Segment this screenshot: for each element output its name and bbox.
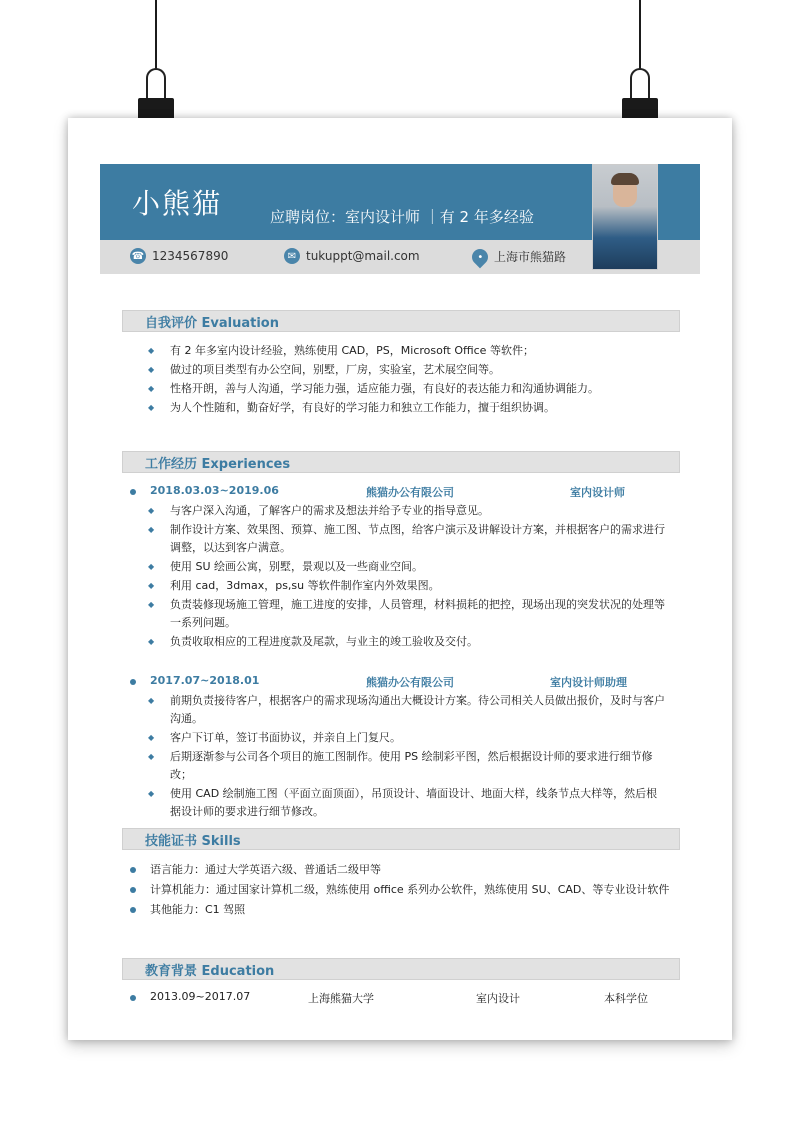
list-item: ◆ 后期逐渐参与公司各个项目的施工图制作。使用 PS 绘制彩平图，然后根据设计师的要求进行细节修改；: [148, 748, 668, 784]
phone-text: 1234567890: [152, 249, 229, 263]
list-item: ◆ 使用 CAD 绘制施工图（平面立面顶面），吊顶设计、墙面设计、地面大样，线条节点大样等，然后根据设计师的要求进行细节修改。: [148, 785, 668, 821]
edu-degree: 本科学位: [604, 992, 648, 1005]
list-item: ◆ 性格开朗，善与人沟通，学习能力强，适应能力强，有良好的表达能力和沟通协调能力。: [148, 380, 688, 398]
profile-photo: [592, 164, 658, 270]
hanger-line-left: [155, 0, 157, 70]
job-2-duties: [148, 692, 668, 822]
location-pin-icon: •: [469, 245, 492, 268]
list-item: ◆ 负责装修现场施工管理，施工进度的安排，人员管理，材料损耗的把控，现场出现的突发状况的处理等一系列问题。: [148, 596, 668, 632]
job-period: 2017.07~2018.01: [150, 674, 260, 687]
job-header-1: [130, 484, 690, 500]
skills-list: [130, 860, 690, 920]
phone-icon: ☎: [130, 248, 146, 264]
job-role: 室内设计师助理: [550, 676, 627, 689]
list-item: ◆ 做过的项目类型有办公空间，别墅，厂房，实验室，艺术展空间等。: [148, 361, 688, 379]
section-title-evaluation: 自我评价 Evaluation: [145, 316, 279, 331]
position-line: 应聘岗位：室内设计师 ｜有 2 年多经验: [270, 208, 534, 226]
section-title-skills: 技能证书 Skills: [145, 834, 241, 849]
section-bar-evaluation: [122, 310, 680, 332]
list-item: ◆ 有 2 年多室内设计经验，熟练使用 CAD，PS，Microsoft Office 等软件；: [148, 342, 688, 360]
job-period: 2018.03.03~2019.06: [150, 484, 279, 497]
list-item: ◆ 利用 cad，3dmax，ps,su 等软件制作室内外效果图。: [148, 577, 668, 595]
list-item: 语言能力：通过大学英语六级、普通话二级甲等: [130, 860, 690, 880]
candidate-name: 小熊猫: [132, 187, 223, 220]
job-header-2: [130, 674, 690, 690]
bullet-dot: [130, 679, 136, 685]
contact-phone: [130, 248, 228, 264]
job-company: 熊猫办公有限公司: [366, 486, 454, 499]
job-1-duties: [148, 502, 668, 652]
section-bar-skills: [122, 828, 680, 850]
list-item: 其他能力：C1 驾照: [130, 900, 690, 920]
list-item: ◆ 负责收取相应的工程进度款及尾款，与业主的竣工验收及交付。: [148, 633, 668, 651]
hanger-line-right: [639, 0, 641, 70]
list-item: ◆ 与客户深入沟通，了解客户的需求及想法并给予专业的指导意见。: [148, 502, 668, 520]
edu-school: 上海熊猫大学: [308, 992, 374, 1005]
list-item: 计算机能力：通过国家计算机二级，熟练使用 office 系列办公软件，熟练使用 SU、CAD、等专业设计软件: [130, 880, 690, 900]
list-item: ◆ 为人个性随和，勤奋好学，有良好的学习能力和独立工作能力，擅于组织协调。: [148, 399, 688, 417]
education-row: [130, 990, 690, 1006]
list-item: ◆ 制作设计方案、效果图、预算、施工图、节点图，给客户演示及讲解设计方案，并根据客户的需求进行调整，以达到客户满意。: [148, 521, 668, 557]
evaluation-list: [148, 342, 688, 418]
contact-address: [472, 248, 566, 265]
edu-major: 室内设计: [476, 992, 520, 1005]
section-bar-education: [122, 958, 680, 980]
section-bar-experience: [122, 451, 680, 473]
list-item: ◆ 前期负责接待客户，根据客户的需求现场沟通出大概设计方案。待公司相关人员做出报价，及时与客户沟通。: [148, 692, 668, 728]
job-company: 熊猫办公有限公司: [366, 676, 454, 689]
job-role: 室内设计师: [570, 486, 625, 499]
address-text: 上海市熊猫路: [494, 250, 567, 264]
edu-period: 2013.09~2017.07: [150, 990, 251, 1003]
mail-icon: ✉: [284, 248, 300, 264]
list-item: ◆ 客户下订单，签订书面协议，并亲自上门复尺。: [148, 729, 668, 747]
bullet-dot: [130, 995, 136, 1001]
contact-email: [284, 248, 420, 264]
section-title-experience: 工作经历 Experiences: [145, 457, 291, 472]
section-title-education: 教育背景 Education: [145, 964, 275, 979]
list-item: ◆ 使用 SU 绘画公寓，别墅，景观以及一些商业空间。: [148, 558, 668, 576]
resume-paper: [68, 118, 732, 1040]
email-text: tukuppt@mail.com: [306, 249, 420, 263]
bullet-dot: [130, 489, 136, 495]
